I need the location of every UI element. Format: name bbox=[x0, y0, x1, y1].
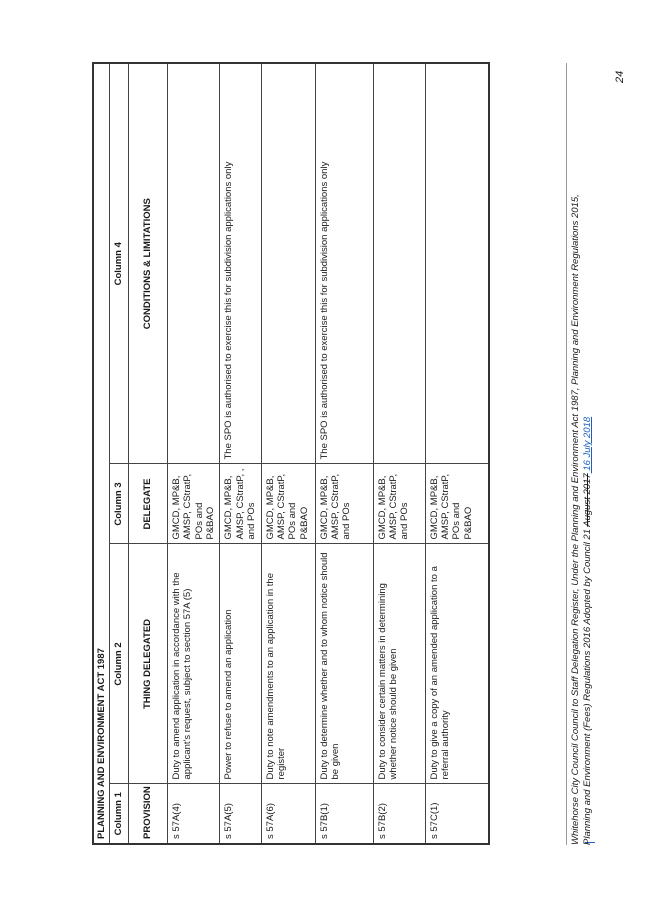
provision-cell: s 57B(1) bbox=[315, 784, 373, 844]
provision-cell: s 57A(4) bbox=[167, 784, 220, 844]
delegate-cell: GMCD, MP&B, AMSP, CStratP, , and POs bbox=[220, 464, 261, 544]
footer-line-2 bbox=[582, 125, 594, 845]
delegate-cell: GMCD, MP&B, AMSP, CStratP, and POs bbox=[373, 464, 425, 544]
subheader-provision: PROVISION bbox=[128, 784, 167, 844]
thing-cell: Power to refuse to amend an application bbox=[220, 544, 261, 784]
subheader-delegate: DELEGATE bbox=[128, 464, 167, 544]
column-header-1: Column 1 bbox=[110, 784, 128, 844]
conditions-cell: The SPO is authorised to exercise this for subdivision applications only bbox=[315, 63, 373, 464]
conditions-cell bbox=[167, 63, 220, 464]
footer bbox=[570, 125, 595, 845]
provision-cell: s 57C(1) bbox=[425, 784, 489, 844]
thing-cell: Duty to note amendments to an application in the register bbox=[261, 544, 315, 784]
thing-cell: Duty to amend application in accordance with the applicant's request, subject to section 57A (5) bbox=[167, 544, 220, 784]
column-header-4: Column 4 bbox=[110, 63, 128, 464]
conditions-cell bbox=[373, 63, 425, 464]
delegation-table bbox=[92, 62, 490, 845]
table-row bbox=[373, 63, 425, 844]
subheader-conditions: CONDITIONS & LIMITATIONS bbox=[128, 63, 167, 464]
column-header-row bbox=[110, 63, 128, 844]
footer-divider bbox=[566, 63, 567, 845]
table-title-row bbox=[93, 63, 110, 844]
conditions-cell bbox=[425, 63, 489, 464]
footer-line-1: Whitehorse City Council Council to Staff Delegation Register, Under the Planning and Environment Act 1987, Planning and Environment Regulations 2015, bbox=[570, 194, 581, 845]
table-row bbox=[261, 63, 315, 844]
provision-cell: s 57A(5) bbox=[220, 784, 261, 844]
table-row bbox=[220, 63, 261, 844]
table-row bbox=[315, 63, 373, 844]
thing-cell: Duty to consider certain matters in determining whether notice should be given bbox=[373, 544, 425, 784]
table-row bbox=[425, 63, 489, 844]
provision-cell: s 57A(6) bbox=[261, 784, 315, 844]
thing-cell: Duty to give a copy of an amended application to a referral authority bbox=[425, 544, 489, 784]
delegate-cell: GMCD, MP&B, AMSP, CStratP, POs and P&BAO bbox=[425, 464, 489, 544]
footer-inserted-date: 16 July 2018 bbox=[582, 416, 594, 474]
page-number: 24 bbox=[614, 70, 626, 83]
subheader-thing-delegated: THING DELEGATED bbox=[128, 544, 167, 784]
column-header-2: Column 2 bbox=[110, 544, 128, 784]
conditions-cell bbox=[261, 63, 315, 464]
table-row bbox=[167, 63, 220, 844]
subheader-row bbox=[128, 63, 167, 844]
footer-deleted-date: August 2017 bbox=[582, 473, 594, 527]
delegate-cell: GMCD, MP&B, AMSP, CStratP, POs and P&BAO bbox=[167, 464, 220, 544]
table-title: PLANNING AND ENVIRONMENT ACT 1987 bbox=[93, 63, 110, 844]
conditions-cell: The SPO is authorised to exercise this for subdivision applications only bbox=[220, 63, 261, 464]
delegate-cell: GMCD, MP&B, AMSP, CStratP, POs and P&BAO bbox=[261, 464, 315, 544]
column-header-3: Column 3 bbox=[110, 464, 128, 544]
footer-line-2-text: Planning and Environment (Fees) Regulations 2016 Adopted by Council 21 bbox=[582, 526, 594, 845]
delegate-cell: GMCD, MP&B, AMSP, CStratP, and POs bbox=[315, 464, 373, 544]
thing-cell: Duty to determine whether and to whom notice should be given bbox=[315, 544, 373, 784]
provision-cell: s 57B(2) bbox=[373, 784, 425, 844]
